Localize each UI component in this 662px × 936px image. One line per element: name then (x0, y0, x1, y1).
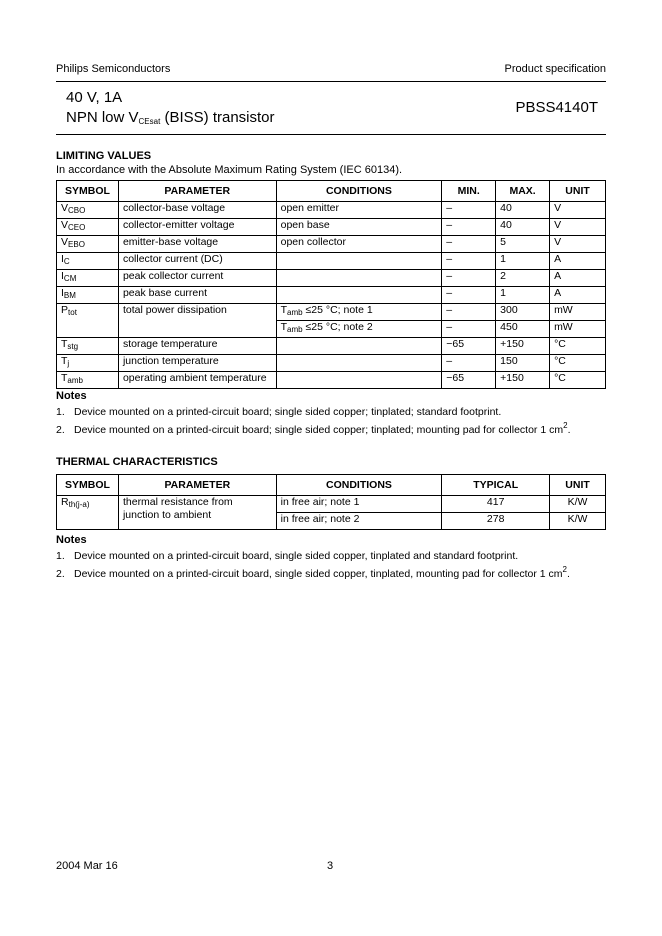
col-conditions: CONDITIONS (276, 181, 442, 202)
company-name: Philips Semiconductors (56, 63, 171, 75)
table-row (57, 338, 606, 355)
document-title (66, 88, 275, 128)
title-rule (56, 134, 606, 135)
unit-cell: °C (550, 355, 606, 372)
footer-date: 2004 Mar 16 (56, 860, 118, 872)
table-row (57, 496, 606, 513)
max-cell: +150 (496, 338, 550, 355)
parameter-cell: collector current (DC) (118, 253, 276, 270)
col-parameter: PARAMETER (118, 181, 276, 202)
max-cell: 1 (496, 253, 550, 270)
col-typical: TYPICAL (442, 475, 550, 496)
min-cell: – (442, 304, 496, 321)
unit-cell: A (550, 270, 606, 287)
symbol-cell: $T_j$ (57, 355, 119, 372)
header-rule (56, 81, 606, 82)
table-row (57, 355, 606, 372)
symbol-cell: $V_{EBO}$ (57, 236, 119, 253)
unit-cell: V (550, 236, 606, 253)
max-cell: 300 (496, 304, 550, 321)
max-cell: 1 (496, 287, 550, 304)
max-cell: 40 (496, 219, 550, 236)
symbol-cell: $T_{stg}$ (57, 338, 119, 355)
min-cell: – (442, 253, 496, 270)
parameter-cell: storage temperature (118, 338, 276, 355)
symbol-cell: $V_{CBO}$ (57, 202, 119, 219)
min-cell: – (442, 236, 496, 253)
min-cell: – (442, 202, 496, 219)
thermal-unit: K/W (550, 496, 606, 513)
symbol-cell: $I_{CM}$ (57, 270, 119, 287)
conditions-cell (276, 270, 442, 287)
col-conditions: CONDITIONS (276, 475, 442, 496)
table-row (57, 304, 606, 321)
limiting-note-2: 2. Device mounted on a printed-circuit board; single sided copper; tinplated; mounting pad for collector 1 $cm^2$. (56, 421, 571, 436)
unit-cell: A (550, 287, 606, 304)
table-row (57, 219, 606, 236)
max-cell: 450 (496, 321, 550, 338)
parameter-cell: collector-emitter voltage (118, 219, 276, 236)
col-symbol: SYMBOL (57, 475, 119, 496)
parameter-cell: peak collector current (118, 270, 276, 287)
limiting-values-subtitle: In accordance with the Absolute Maximum Rating System (IEC 60134). (56, 164, 403, 176)
parameter-cell: total power dissipation (118, 304, 276, 338)
col-min: MIN. (442, 181, 496, 202)
thermal-title: THERMAL CHARACTERISTICS (56, 456, 218, 468)
unit-cell: V (550, 202, 606, 219)
conditions-cell: open base (276, 219, 442, 236)
table-header-row (57, 181, 606, 202)
parameter-cell: operating ambient temperature (118, 372, 276, 389)
limiting-values-title: LIMITING VALUES (56, 150, 152, 162)
col-parameter: PARAMETER (118, 475, 276, 496)
thermal-unit: K/W (550, 513, 606, 530)
max-cell: 5 (496, 236, 550, 253)
parameter-cell: collector-base voltage (118, 202, 276, 219)
thermal-typical: 417 (442, 496, 550, 513)
table-header-row (57, 475, 606, 496)
title-line-2: NPN low $V_{CEsat}$ (BISS) transistor (66, 109, 275, 126)
table-row (57, 372, 606, 389)
thermal-notes-title: Notes (56, 534, 87, 546)
thermal-table (56, 474, 606, 530)
max-cell: 40 (496, 202, 550, 219)
table-row (57, 287, 606, 304)
footer-page-number: 3 (327, 860, 334, 872)
unit-cell: mW (550, 304, 606, 321)
symbol-cell: $T_{amb}$ (57, 372, 119, 389)
col-max: MAX. (496, 181, 550, 202)
symbol-cell: $I_{BM}$ (57, 287, 119, 304)
conditions-cell (276, 253, 442, 270)
unit-cell: mW (550, 321, 606, 338)
part-number: PBSS4140T (515, 99, 598, 116)
col-unit: UNIT (550, 181, 606, 202)
conditions-cell (276, 355, 442, 372)
symbol-cell: $I_C$ (57, 253, 119, 270)
table-row (57, 236, 606, 253)
thermal-condition: in free air; note 1 (276, 496, 442, 513)
min-cell: – (442, 219, 496, 236)
col-unit: UNIT (550, 475, 606, 496)
conditions-cell (276, 372, 442, 389)
table-row (57, 202, 606, 219)
parameter-cell: peak base current (118, 287, 276, 304)
conditions-cell: open collector (276, 236, 442, 253)
conditions-cell: $T_{amb} \le 25$ °C; note 2 (276, 321, 442, 338)
limiting-values-table (56, 180, 606, 389)
thermal-condition: in free air; note 2 (276, 513, 442, 530)
conditions-cell: $T_{amb} \le 25$ °C; note 1 (276, 304, 442, 321)
limiting-notes-title: Notes (56, 390, 87, 402)
table-row (57, 253, 606, 270)
conditions-cell (276, 338, 442, 355)
conditions-cell (276, 287, 442, 304)
conditions-cell: open emitter (276, 202, 442, 219)
symbol-cell: $V_{CEO}$ (57, 219, 119, 236)
min-cell: −65 (442, 338, 496, 355)
unit-cell: A (550, 253, 606, 270)
unit-cell: °C (550, 338, 606, 355)
title-line-1: 40 V, 1A (66, 89, 123, 106)
unit-cell: °C (550, 372, 606, 389)
thermal-symbol: $R_{th(j-a)}$ (57, 496, 119, 530)
max-cell: 2 (496, 270, 550, 287)
min-cell: – (442, 321, 496, 338)
thermal-typical: 278 (442, 513, 550, 530)
max-cell: +150 (496, 372, 550, 389)
unit-cell: V (550, 219, 606, 236)
min-cell: – (442, 270, 496, 287)
col-symbol: SYMBOL (57, 181, 119, 202)
parameter-cell: junction temperature (118, 355, 276, 372)
max-cell: 150 (496, 355, 550, 372)
min-cell: – (442, 355, 496, 372)
min-cell: −65 (442, 372, 496, 389)
parameter-cell: emitter-base voltage (118, 236, 276, 253)
table-row (57, 270, 606, 287)
thermal-note-1: 1. Device mounted on a printed-circuit board, single sided copper, tinplated and standard footprint. (56, 550, 519, 562)
thermal-note-2: 2. Device mounted on a printed-circuit board, single sided copper, tinplated, mounting pad for collector 1 $cm^2$. (56, 565, 570, 580)
min-cell: – (442, 287, 496, 304)
thermal-parameter: thermal resistance from junction to ambient (118, 496, 276, 530)
document-type: Product specification (504, 63, 606, 75)
symbol-cell: $P_{tot}$ (57, 304, 119, 338)
limiting-note-1: 1. Device mounted on a printed-circuit board; single sided copper; tinplated; standard footprint. (56, 406, 502, 418)
